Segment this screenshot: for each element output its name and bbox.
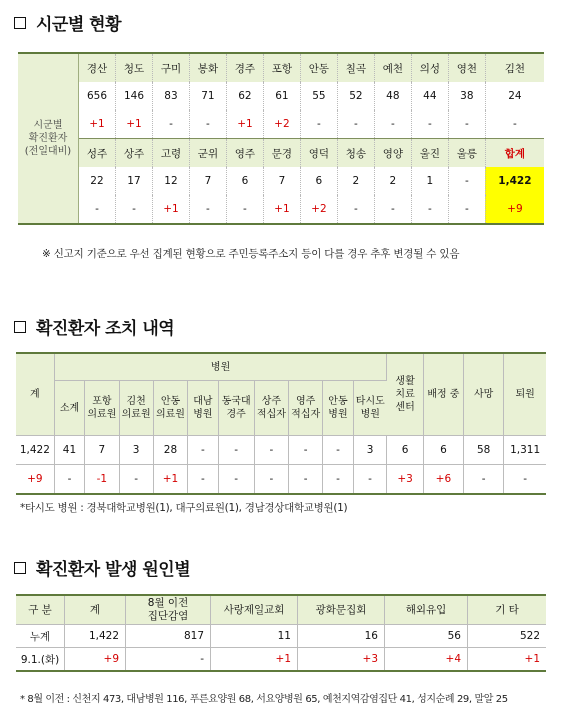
table-cell: 누계 — [16, 625, 65, 648]
region-change: +2 — [263, 110, 300, 139]
header-line: 안동 — [328, 396, 348, 407]
region-name: 영양 — [374, 139, 411, 168]
header-line: 병원 — [360, 409, 380, 420]
header-line: 영주 — [295, 396, 316, 407]
region-change: - — [448, 110, 485, 139]
region-change: - — [300, 110, 337, 139]
section2-title: 확진환자 조치 내역 — [14, 314, 174, 339]
table-cell: 11 — [211, 625, 298, 648]
col-center-header — [387, 353, 423, 436]
region-name: 포항 — [263, 53, 300, 82]
col-hospital-header: 병원 — [54, 353, 387, 381]
sub-header — [188, 381, 218, 436]
col-transfer-header: 배정 중 — [423, 353, 463, 436]
table-cell: +1 — [468, 648, 547, 672]
table-cell: 1,311 — [504, 436, 546, 465]
region-name: 영덕 — [300, 139, 337, 168]
region-change: - — [189, 110, 226, 139]
region-name: 고령 — [152, 139, 189, 168]
region-count: 24 — [508, 90, 522, 102]
table-row — [16, 353, 546, 381]
header-line: 안동 — [160, 396, 181, 407]
table-row — [16, 625, 546, 648]
table-cell: - — [323, 465, 353, 495]
region-count: 17 — [115, 167, 152, 195]
col-death-header: 사망 — [464, 353, 504, 436]
table-cell: 41 — [54, 436, 84, 465]
table-cell: 6 — [387, 436, 423, 465]
sub-header — [218, 381, 254, 436]
table-cell: 3 — [353, 436, 387, 465]
hospital-note: *타시도 병원 : 경북대학교병원(1), 대구의료원(1), 경남경상대학교병원(1) — [20, 502, 348, 514]
table-cell: 7 — [85, 436, 119, 465]
table-cell: +3 — [298, 648, 385, 672]
col-header — [126, 595, 211, 625]
col-discharge-header: 퇴원 — [504, 353, 546, 436]
table-cell: 58 — [464, 436, 504, 465]
table-cell: - — [188, 436, 218, 465]
row-label — [18, 53, 79, 224]
region-change: - — [485, 110, 544, 139]
region-change: - — [374, 110, 411, 139]
table-row — [16, 436, 546, 465]
table-cell: 9.1.(화) — [16, 648, 65, 672]
region-name: 경산 — [79, 53, 116, 82]
region-name: 봉화 — [189, 53, 226, 82]
section1-title: 시군별 현황 — [14, 10, 121, 35]
header-line: 센터 — [395, 402, 415, 413]
header-line: 대남 — [193, 396, 213, 407]
col-header: 계 — [65, 595, 126, 625]
sub-header — [353, 381, 387, 436]
table-cell: 28 — [153, 436, 187, 465]
header-line: 집단감염 — [147, 610, 189, 622]
region-count: 2 — [374, 167, 411, 195]
header-line: 의료원 — [121, 409, 151, 420]
table-row — [18, 82, 544, 110]
region-name: 청도 — [115, 53, 152, 82]
region-change: - — [189, 195, 226, 224]
region-change: - — [79, 195, 116, 224]
region-name: 안동 — [300, 53, 337, 82]
header-line: 경주 — [226, 409, 246, 420]
table-row — [18, 167, 544, 195]
region-name: 경주 — [226, 53, 263, 82]
table-cell: +4 — [385, 648, 468, 672]
header-line: 의료원 — [87, 409, 117, 420]
header-line: 동국대 — [221, 396, 251, 407]
row-label-line: (전일대비) — [24, 146, 72, 157]
col-header: 광화문집회 — [298, 595, 385, 625]
table-row — [18, 110, 544, 139]
region-change: - — [115, 195, 152, 224]
table-cell: +1 — [211, 648, 298, 672]
region-count: 146 — [115, 82, 152, 110]
region-count: 48 — [374, 82, 411, 110]
table-cell: +1 — [153, 465, 187, 495]
region-change: +1 — [115, 110, 152, 139]
region-count: 52 — [337, 82, 374, 110]
table-cell: 817 — [126, 625, 211, 648]
header-line: 타시도 — [355, 396, 385, 407]
table-cell: - — [289, 436, 323, 465]
table-cell: - — [289, 465, 323, 495]
region-name: 군위 — [189, 139, 226, 168]
table-cell: 522 — [468, 625, 547, 648]
header-line: 상주 — [261, 396, 282, 407]
table-cell: - — [254, 436, 288, 465]
region-count: 1 — [411, 167, 448, 195]
header-line: 병원 — [328, 409, 348, 420]
region-change: +2 — [300, 195, 337, 224]
region-count: 61 — [263, 82, 300, 110]
region-change: - — [226, 195, 263, 224]
col-header: 구 분 — [16, 595, 65, 625]
table-cell: - — [254, 465, 288, 495]
table-row — [16, 595, 546, 625]
sub-header — [85, 381, 119, 436]
region-count: 22 — [79, 167, 116, 195]
square-bullet-icon — [14, 17, 26, 29]
region-name: 울진 — [411, 139, 448, 168]
table-cell: 3 — [119, 436, 153, 465]
col-header: 기 타 — [468, 595, 547, 625]
table-cell: - — [54, 465, 84, 495]
region-count: 44 — [411, 82, 448, 110]
table-row — [18, 195, 544, 224]
region-count: 6 — [226, 167, 263, 195]
region-name: 영주 — [226, 139, 263, 168]
region-count: 12 — [152, 167, 189, 195]
table-cell: - — [323, 436, 353, 465]
region-change: - — [337, 110, 374, 139]
col-header: 해외유입 — [385, 595, 468, 625]
row-label-line: 시군별 — [33, 120, 63, 131]
table-cell: -1 — [85, 465, 119, 495]
region-change: - — [448, 195, 485, 224]
region-count: 83 — [152, 82, 189, 110]
total-label: 합계 — [485, 139, 544, 168]
region-change: +1 — [263, 195, 300, 224]
header-line: 생활 — [395, 376, 415, 387]
region-count: 6 — [300, 167, 337, 195]
region-count: 2 — [337, 167, 374, 195]
region-name: 구미 — [152, 53, 189, 82]
cause-table — [16, 594, 546, 672]
table-cell: +3 — [387, 465, 423, 495]
region-change: - — [374, 195, 411, 224]
table-row — [18, 139, 544, 168]
header-line: 의료원 — [155, 409, 185, 420]
sub-header — [254, 381, 288, 436]
region-count: 7 — [263, 167, 300, 195]
sub-header — [119, 381, 153, 436]
table-cell: - — [126, 648, 211, 672]
table-cell: - — [119, 465, 153, 495]
region-count: 62 — [226, 82, 263, 110]
header-line: 포항 — [92, 396, 112, 407]
table-cell: - — [218, 436, 254, 465]
col-header: 사랑제일교회 — [211, 595, 298, 625]
sub-header — [323, 381, 353, 436]
region-name: 청송 — [337, 139, 374, 168]
header-line: 치료 — [395, 389, 415, 400]
region-name: 문경 — [263, 139, 300, 168]
region-name: 예천 — [374, 53, 411, 82]
table-cell: - — [188, 465, 218, 495]
region-count: 656 — [79, 82, 116, 110]
cluster-note: * 8월 이전 : 신천지 473, 대남병원 116, 푸른요양원 68, 서요양병원 65, 예천지역감염집단 41, 성지순례 29, 말알 25 — [20, 694, 508, 705]
square-bullet-icon — [14, 321, 26, 333]
region-count: 71 — [189, 82, 226, 110]
treatment-table — [16, 352, 546, 495]
header-line: 적십자 — [256, 409, 286, 420]
table-cell: - — [504, 465, 546, 495]
table-cell: - — [218, 465, 254, 495]
region-count: 38 — [448, 82, 485, 110]
header-line: 8월 이전 — [147, 597, 189, 609]
region-name: 상주 — [115, 139, 152, 168]
region-name: 칠곡 — [337, 53, 374, 82]
sub-header — [153, 381, 187, 436]
region-change: - — [411, 195, 448, 224]
col-total-header: 계 — [16, 353, 54, 436]
sub-header — [289, 381, 323, 436]
table-cell: - — [353, 465, 387, 495]
table-cell: +6 — [423, 465, 463, 495]
region-count: - — [448, 167, 485, 195]
table-row — [18, 53, 544, 82]
table-cell: +9 — [16, 465, 54, 495]
table-cell: 6 — [423, 436, 463, 465]
row-label-line: 확진환자 — [28, 133, 68, 144]
region-name: 영천 — [448, 53, 485, 82]
region-change: +1 — [152, 195, 189, 224]
region-name: 성주 — [79, 139, 116, 168]
header-line: 소계 — [59, 402, 80, 414]
table-cell: - — [464, 465, 504, 495]
region-count: 7 — [189, 167, 226, 195]
region-change: - — [152, 110, 189, 139]
region-change: +1 — [79, 110, 116, 139]
total-count: 1,422 — [485, 167, 544, 195]
header-line: 적십자 — [291, 409, 321, 420]
sub-header — [54, 381, 84, 436]
region-status-table — [18, 52, 544, 225]
table-cell: +9 — [65, 648, 126, 672]
table-cell: 16 — [298, 625, 385, 648]
section3-title: 확진환자 발생 원인별 — [14, 555, 190, 580]
region-count: 55 — [300, 82, 337, 110]
header-line: 김천 — [126, 396, 146, 407]
region-name: 울릉 — [448, 139, 485, 168]
region-name: 의성 — [411, 53, 448, 82]
region-change: - — [411, 110, 448, 139]
table-cell: 56 — [385, 625, 468, 648]
header-line: 병원 — [193, 409, 213, 420]
region-change: +1 — [226, 110, 263, 139]
table-row — [16, 648, 546, 672]
region-name: 김천 — [485, 53, 544, 82]
region-note: ※ 신고지 기준으로 우선 집계된 현황으로 주민등록주소지 등이 다를 경우 추후 변경될 수 있음 — [42, 248, 460, 260]
table-row — [16, 465, 546, 495]
region-change: - — [337, 195, 374, 224]
table-cell: 1,422 — [65, 625, 126, 648]
square-bullet-icon — [14, 562, 26, 574]
total-change: +9 — [485, 195, 544, 224]
table-cell: 1,422 — [16, 436, 54, 465]
